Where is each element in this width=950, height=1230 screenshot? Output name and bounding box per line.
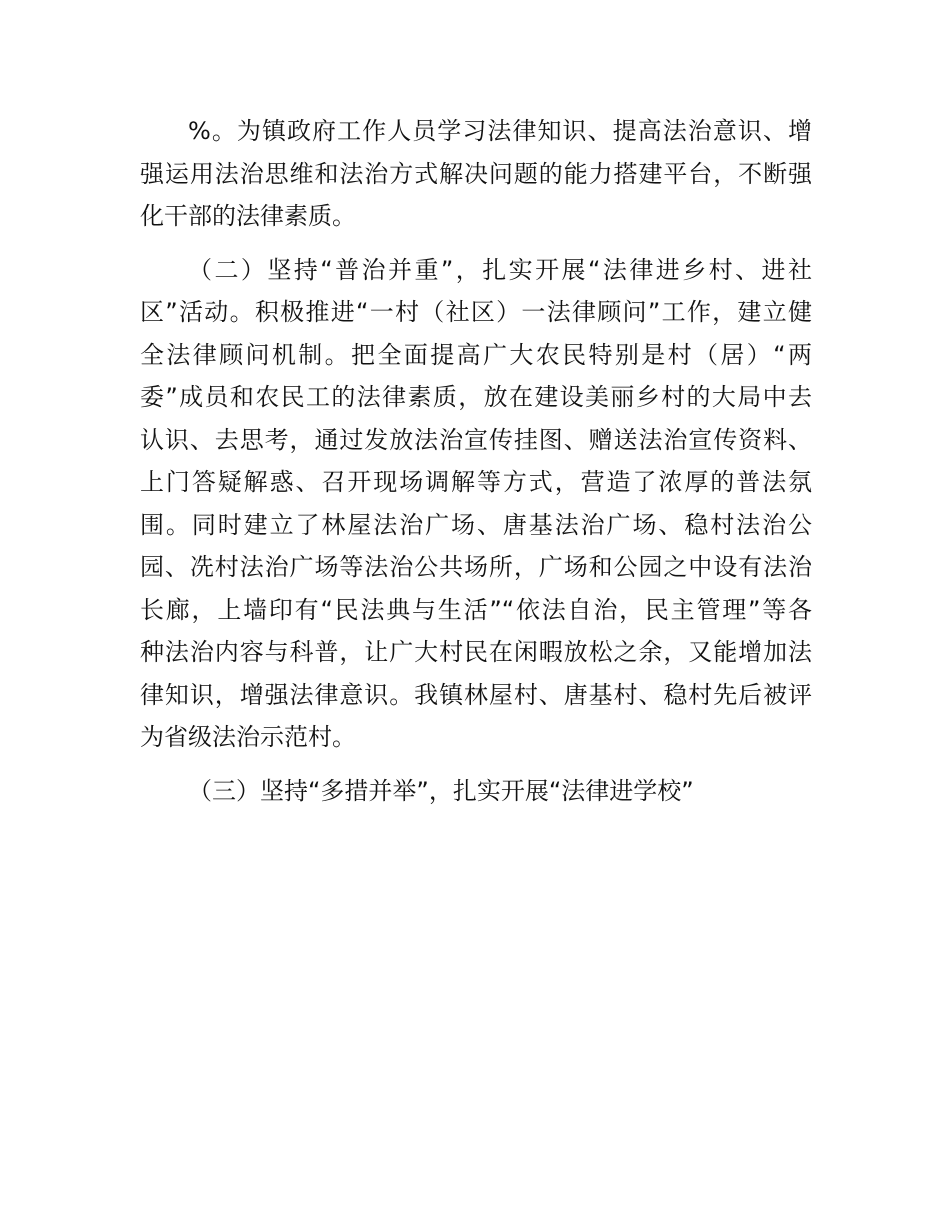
paragraph-section-3	[140, 770, 812, 813]
text-line: 全法律顾问机制。把全面提高广大农民特别是村（居）“两	[140, 340, 812, 369]
paragraph-section-2	[140, 249, 812, 759]
text-line: 区”活动。积极推进“一村（社区）一法律顾问”工作，建立健	[140, 298, 812, 326]
text-line: 强运用法治思维和法治方式解决问题的能力搭建平台，不断强	[140, 159, 812, 188]
text-line: %。为镇政府工作人员学习法律知识、提高法治意识、增	[188, 117, 812, 145]
text-line: 委”成员和农民工的法律素质，放在建设美丽乡村的大局中去	[140, 383, 812, 411]
paragraph-continuation	[140, 110, 812, 238]
paragraph-spacer	[140, 238, 812, 249]
text-line: 认识、去思考，通过发放法治宣传挂图、赠送法治宣传资料、	[140, 425, 812, 454]
paragraph-spacer	[140, 759, 812, 770]
text-line: 化干部的法律素质。	[140, 202, 356, 230]
text-line: 律知识，增强法律意识。我镇林屋村、唐基村、稳村先后被评	[140, 680, 812, 709]
document-body	[140, 110, 812, 812]
text-line: （二）坚持“普治并重”，扎实开展“法律进乡村、进社	[188, 255, 812, 284]
text-line: 种法治内容与科普，让广大村民在闲暇放松之余，又能增加法	[140, 638, 812, 666]
text-line: 长廊，上墙印有“民法典与生活”“依法自治，民主管理”等各	[140, 595, 812, 624]
text-line: 上门答疑解惑、召开现场调解等方式，营造了浓厚的普法氛	[140, 468, 812, 496]
text-line: （三）坚持“多措并举”，扎实开展“法律进学校”	[188, 776, 694, 805]
text-line: 园、冼村法治广场等法治公共场所，广场和公园之中设有法治	[140, 553, 812, 581]
text-line: 围。同时建立了林屋法治广场、唐基法治广场、稳村法治公	[140, 510, 812, 539]
text-line: 为省级法治示范村。	[140, 723, 356, 751]
